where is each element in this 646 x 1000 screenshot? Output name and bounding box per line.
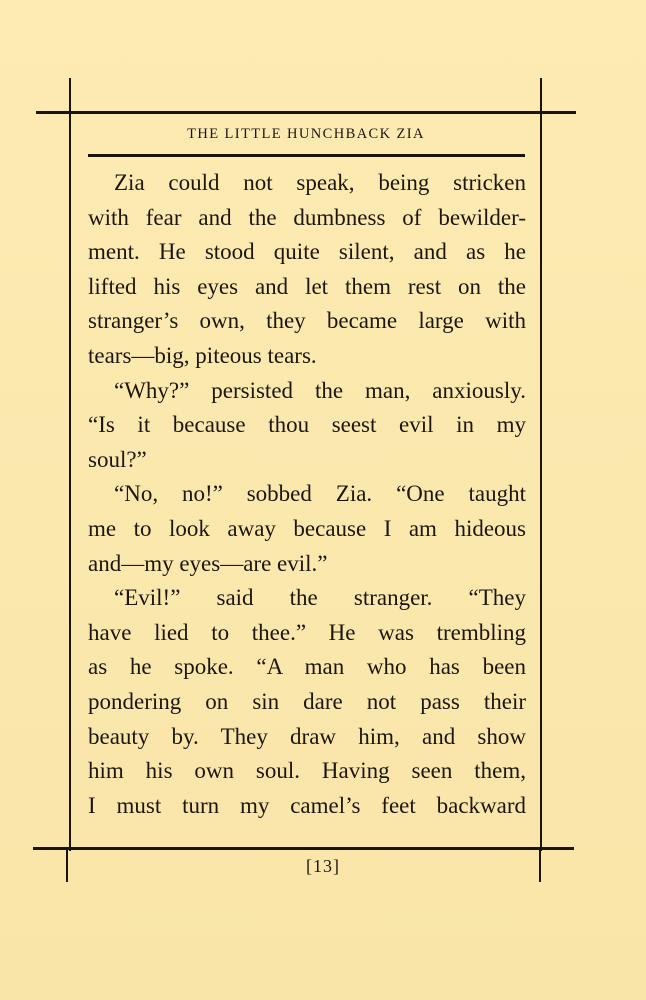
frame-right-upper	[540, 78, 542, 114]
frame-top-rule	[36, 111, 576, 114]
text-line: and—my eyes—are evil.”	[88, 550, 328, 576]
text-line: beauty by. They draw him, and show	[88, 723, 526, 749]
text-line: tears—big, piteous tears.	[88, 342, 317, 368]
text-line: ment. He stood quite silent, and as he	[88, 239, 526, 265]
text-line: soul?”	[88, 446, 147, 472]
text-line: pondering on sin dare not pass their	[88, 688, 526, 714]
text-line: I must turn my camel’s feet backward	[88, 792, 526, 818]
text-line: “No, no!” sobbed Zia. “One taught	[114, 481, 526, 507]
text-line: me to look away because I am hideous	[88, 515, 526, 541]
head-rule	[88, 154, 525, 157]
text-line: with fear and the dumbness of bewilder-	[88, 204, 526, 230]
text-line: Zia could not speak, being stricken	[114, 170, 526, 195]
text-line: “Is it because thou seest evil in my	[88, 412, 526, 438]
running-head: THE LITTLE HUNCHBACK ZIA	[187, 126, 425, 142]
frame-bottom-rule	[33, 847, 574, 850]
text-line: stranger’s own, they became large with	[88, 308, 526, 334]
frame-left-upper	[69, 78, 71, 114]
text-line: as he spoke. “A man who has been	[88, 654, 526, 680]
body-text	[88, 166, 526, 823]
text-line: “Why?” persisted the man, anxiously.	[114, 377, 526, 403]
text-line: “Evil!” said the stranger. “They	[114, 585, 526, 611]
text-line: him his own soul. Having seen them,	[88, 758, 526, 784]
frame-right-main	[540, 111, 542, 851]
text-line: have lied to thee.” He was trembling	[88, 619, 526, 645]
page-number: [13]	[306, 856, 340, 876]
frame-left-main	[69, 111, 71, 851]
text-line: lifted his eyes and let them rest on the	[88, 273, 526, 299]
